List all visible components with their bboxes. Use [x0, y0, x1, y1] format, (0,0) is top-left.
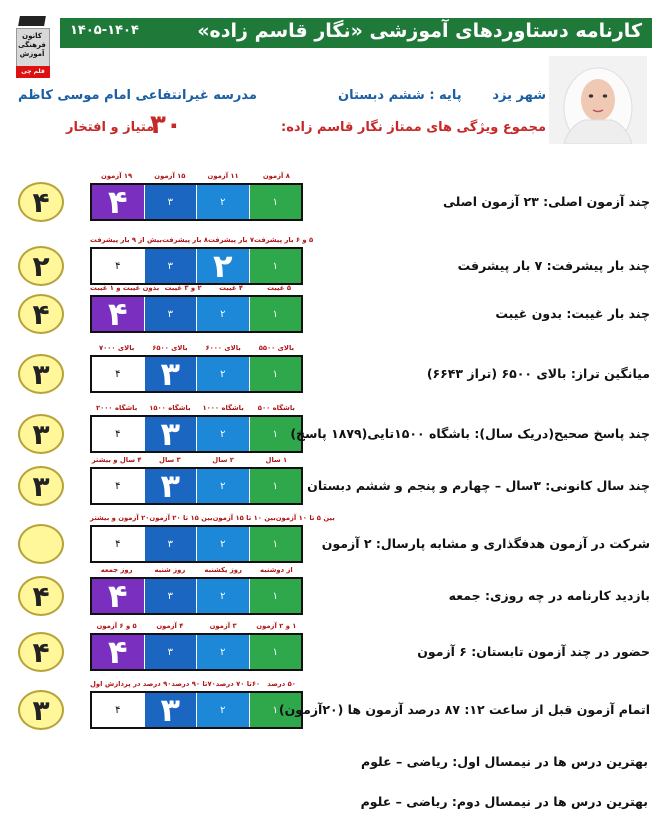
level-box-4: ۴: [92, 527, 144, 561]
level-label: ۴ سال و بیشتر: [91, 456, 142, 464]
level-box-1: ۱: [249, 693, 302, 727]
level-label: از دوشنبه: [260, 566, 293, 574]
graduation-cap-icon: [18, 16, 46, 26]
level-boxes: [90, 577, 303, 615]
level-box-3: ۳: [144, 579, 197, 613]
level-box-4: ۴: [92, 579, 144, 613]
score-circle: ۳: [18, 354, 64, 394]
academic-year: ۱۴۰۵-۱۴۰۴: [70, 23, 139, 38]
level-label: بالای ۵۵۰۰: [258, 344, 295, 352]
level-label: ۱۵ آزمون: [154, 172, 186, 180]
level-label: ۵ غیبت: [267, 284, 291, 292]
student-photo: [549, 56, 647, 144]
city: شهر یزد: [492, 88, 546, 103]
level-box-1: ۱: [249, 469, 302, 503]
level-box-1: ۱: [249, 417, 302, 451]
total-label: مجموع ویژگی های ممتاز نگار قاسم زاده:: [281, 120, 546, 135]
level-label: ۲ سال: [212, 456, 234, 464]
level-labels: [90, 566, 303, 574]
level-box-3: ۳: [144, 249, 197, 283]
level-label: ۹۰ درصد در پردازش اول: [90, 680, 172, 688]
level-label: ۳ سال: [159, 456, 181, 464]
level-box-4: ۴: [92, 469, 144, 503]
level-boxes: [90, 633, 303, 671]
level-label: ۱ و ۲ آزمون: [256, 622, 297, 630]
level-label: باشگاه ۲۰۰۰: [95, 404, 138, 412]
kanoon-logo: [8, 16, 56, 80]
level-label: ۸ آزمون: [262, 172, 290, 180]
score-circle: ۴: [18, 576, 64, 616]
level-labels: [90, 344, 303, 352]
level-box-3: ۳: [144, 357, 197, 391]
level-label: ۱۹ آزمون: [101, 172, 133, 180]
criterion-text: چند سال کانونی: ۳سال – چهارم و پنجم و ششم دبستان: [307, 478, 650, 493]
level-labels: [90, 514, 335, 522]
school: مدرسه غیرانتفاعی امام موسی کاظم: [18, 88, 257, 103]
level-label: بالای ۷۰۰۰: [98, 344, 135, 352]
criterion-text: شرکت در آزمون هدفگذاری و مشابه پارسال: ۲ آزمون: [321, 536, 650, 551]
level-label: روز شنبه: [154, 566, 186, 574]
header-bar: [60, 18, 652, 48]
level-label: ۸ بار پیشرفت: [161, 236, 208, 244]
level-box-4: ۴: [92, 357, 144, 391]
level-box-1: ۱: [249, 297, 302, 331]
level-boxes: [90, 183, 303, 221]
criterion-text: میانگین تراز: بالای ۶۵۰۰ (تراز ۶۶۴۳): [426, 366, 650, 381]
criterion-text: چند آزمون اصلی: ۲۳ آزمون اصلی: [442, 194, 650, 209]
score-circle: [18, 524, 64, 564]
level-label: ۷۰تا ۹۰ درصد: [171, 680, 216, 688]
level-box-1: ۱: [249, 527, 302, 561]
level-labels: [90, 236, 314, 244]
level-label: ۲ و ۳ غیبت: [164, 284, 202, 292]
level-box-3: ۳: [144, 297, 197, 331]
level-label: ۶۰تا ۷۰ درصد: [215, 680, 261, 688]
score-circle: ۲: [18, 246, 64, 286]
level-label: ۷ بار پیشرفت: [207, 236, 255, 244]
level-label: ۵۰ درصد: [267, 680, 296, 688]
level-label: بیش از ۹ بار پیشرفت: [90, 236, 162, 244]
score-circle: ۳: [18, 414, 64, 454]
level-label: ۳ آزمون: [209, 622, 237, 630]
level-label: ۵ و ۶ بار پیشرفت: [254, 236, 314, 244]
level-label: باشگاه ۵۰۰: [257, 404, 295, 412]
criterion-text: اتمام آزمون قبل از ساعت ۱۲: ۸۷ درصد آزمون ها (۲۰آزمون): [278, 702, 650, 717]
level-box-4: ۴: [92, 249, 144, 283]
level-box-4: ۴: [92, 635, 144, 669]
level-box-1: ۱: [249, 185, 302, 219]
level-box-2: ۲: [196, 579, 249, 613]
criterion-text: چند بار غیبت: بدون غیبت: [495, 306, 650, 321]
level-box-2: ۲: [196, 635, 249, 669]
level-label: باشگاه ۱۰۰۰: [202, 404, 244, 412]
level-labels: [90, 404, 303, 412]
level-labels: [90, 284, 303, 292]
level-label: ۴ آزمون: [156, 622, 184, 630]
best-subjects-second-half: بهترین درس ها در نیمسال دوم: ریاضی – علوم: [360, 794, 648, 809]
level-boxes: [90, 415, 303, 453]
criterion-text: چند پاسخ صحیح(دریک سال): باشگاه ۱۵۰۰تایی(۱۸۷۹ پاسخ): [290, 426, 650, 441]
total-value: ۳۰: [150, 110, 182, 140]
level-label: روز یکشنبه: [204, 566, 242, 574]
level-label: ۱ سال: [265, 456, 288, 464]
level-label: بین ۱۵ تا ۲۰ آزمون: [149, 514, 213, 522]
level-box-2: ۲: [196, 417, 249, 451]
level-labels: [90, 680, 303, 688]
score-circle: ۴: [18, 294, 64, 334]
level-label: بدون غیبت و ۱ غیبت: [90, 284, 160, 292]
level-label: باشگاه ۱۵۰۰: [149, 404, 191, 412]
level-labels: [90, 456, 303, 464]
score-circle: ۳: [18, 690, 64, 730]
level-box-2: ۲: [196, 249, 249, 283]
level-boxes: [90, 355, 303, 393]
logo-text: کانون فرهنگی آموزش: [18, 32, 46, 58]
level-box-2: ۲: [196, 357, 249, 391]
level-boxes: [90, 467, 303, 505]
level-label: بین ۱۰ تا ۱۵ آزمون: [212, 514, 276, 522]
level-label: ۱۱ آزمون: [207, 172, 239, 180]
best-subjects-first-half: بهترین درس ها در نیمسال اول: ریاضی – علوم: [361, 754, 648, 769]
level-labels: [90, 622, 303, 630]
level-box-2: ۲: [196, 185, 249, 219]
level-box-3: ۳: [144, 527, 197, 561]
level-box-1: ۱: [249, 579, 302, 613]
level-boxes: [90, 691, 303, 729]
level-box-2: ۲: [196, 297, 249, 331]
level-box-4: ۴: [92, 297, 144, 331]
level-label: ۵ و ۶ آزمون: [96, 622, 137, 630]
level-box-1: ۱: [249, 249, 302, 283]
score-circle: ۳: [18, 466, 64, 506]
level-box-2: ۲: [196, 527, 249, 561]
level-labels: [90, 172, 303, 180]
level-boxes: [90, 295, 303, 333]
level-box-2: ۲: [196, 693, 249, 727]
logo-badge: قلم چی: [16, 66, 50, 78]
level-label: بین ۵ تا ۱۰ آزمون: [275, 514, 335, 522]
criterion-text: بازدید کارنامه در چه روزی: جمعه: [448, 588, 650, 603]
level-box-3: ۳: [144, 635, 197, 669]
level-label: ۴ غیبت: [219, 284, 244, 292]
score-circle: ۴: [18, 182, 64, 222]
level-boxes: [90, 247, 303, 285]
level-label: بالای ۶۵۰۰: [152, 344, 188, 352]
level-box-2: ۲: [196, 469, 249, 503]
level-box-4: ۴: [92, 417, 144, 451]
level-box-4: ۴: [92, 693, 144, 727]
level-label: روز جمعه: [100, 566, 133, 574]
page-title: کارنامه دستاوردهای آموزشی «نگار قاسم زاده»: [197, 20, 642, 42]
criterion-text: حضور در چند آزمون تابستان: ۶ آزمون: [417, 644, 650, 659]
level-label: ۲۰ آزمون و بیشتر: [90, 514, 150, 522]
score-circle: ۴: [18, 632, 64, 672]
grade: پایه : ششم دبستان: [338, 88, 462, 103]
level-label: بالای ۶۰۰۰: [205, 344, 241, 352]
level-box-3: ۳: [144, 185, 197, 219]
total-unit: امتیاز و افتخار: [66, 120, 159, 135]
level-boxes: [90, 525, 303, 563]
level-box-4: ۴: [92, 185, 144, 219]
level-box-1: ۱: [249, 635, 302, 669]
level-box-3: ۳: [144, 417, 197, 451]
level-box-3: ۳: [144, 469, 197, 503]
level-box-1: ۱: [249, 357, 302, 391]
criterion-text: چند بار پیشرفت: ۷ بار پیشرفت: [457, 258, 650, 273]
level-box-3: ۳: [144, 693, 197, 727]
